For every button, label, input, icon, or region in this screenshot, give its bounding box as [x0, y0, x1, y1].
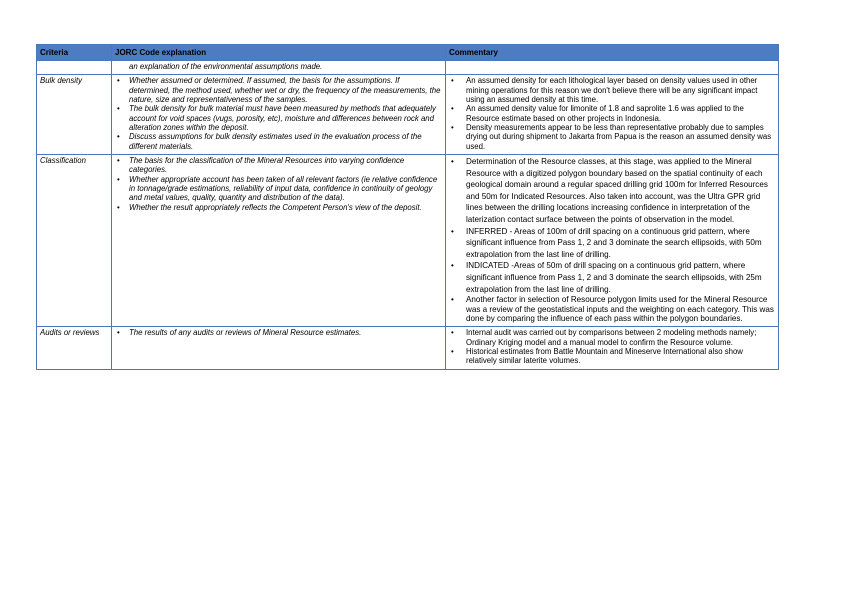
header-explanation: JORC Code explanation [112, 45, 446, 61]
explanation-continued-text: an explanation of the environmental assumptions made. [129, 62, 323, 71]
criteria-cell-empty [37, 61, 112, 75]
explanation-cell [112, 61, 446, 75]
explanation-item: • Whether assumed or determined. If assumed, the basis for the assumptions. If determined, the method used, whether wet or dry, the frequency of the measurements, the nature, size and representativeness of the samples. [115, 76, 442, 104]
explanation-cell [112, 75, 446, 155]
commentary-cell-empty [446, 61, 779, 75]
explanation-cell [112, 155, 446, 327]
header-criteria: Criteria [37, 45, 112, 61]
commentary-item: • Another factor in selection of Resource polygon limits used for the Mineral Resource was a review of the geostatistical inputs and the weighting on each category. This was done by comparing the influence of each pass within the polygon boundaries. [449, 295, 775, 323]
commentary-item: • INDICATED -Areas of 50m of drill spacing on a continuous grid pattern, where significant influence from Pass 1, 2 and 3 dominate the search ellipsoids, with 25m extrapolation from the last line of drilling. [449, 260, 775, 295]
criteria-cell: Classification [37, 155, 112, 327]
commentary-cell [446, 327, 779, 369]
table-row-continued [37, 61, 779, 75]
criteria-cell: Bulk density [37, 75, 112, 155]
jorc-table [36, 44, 779, 370]
criteria-cell: Audits or reviews [37, 327, 112, 369]
commentary-cell [446, 155, 779, 327]
header-commentary: Commentary [446, 45, 779, 61]
table-row-bulk-density [37, 75, 779, 155]
explanation-item: • The bulk density for bulk material must have been measured by methods that adequately account for void spaces (vugs, porosity, etc), moisture and differences between rock and alteration zones within the deposit. [115, 104, 442, 132]
explanation-item: • Whether the result appropriately reflects the Competent Person's view of the deposit. [115, 203, 442, 212]
explanation-cell [112, 327, 446, 369]
commentary-cell [446, 75, 779, 155]
table-row-classification [37, 155, 779, 327]
table-row-audits [37, 327, 779, 369]
commentary-item: • Historical estimates from Battle Mountain and Mineserve International also show relatively similar laterite volumes. [449, 347, 775, 366]
explanation-item: • The results of any audits or reviews of Mineral Resource estimates. [115, 328, 442, 337]
header-row [37, 45, 779, 61]
commentary-item: • An assumed density for each lithological layer based on density values used in other mining operations for this reason we don't believe there will be any significant impact using an assumed density at this time. [449, 76, 775, 104]
explanation-item: • Discuss assumptions for bulk density estimates used in the evaluation process of the different materials. [115, 132, 442, 151]
explanation-item: • Whether appropriate account has been taken of all relevant factors (ie relative confidence in tonnage/grade estimations, reliability of input data, confidence in continuity of geology and metal values, quality, quantity and distribution of the data). [115, 175, 442, 203]
commentary-item: • Density measurements appear to be less than representative probably due to samples drying out during shipment to Jakarta from Papua is the reason an assumed density was used. [449, 123, 775, 151]
commentary-item: • An assumed density value for limonite of 1.8 and saprolite 1.6 was applied to the Resource estimate based on other projects in Indonesia. [449, 104, 775, 123]
commentary-item: • Internal audit was carried out by comparisons between 2 modeling methods namely; Ordinary Kriging model and a manual model to confirm the Resource volume. [449, 328, 775, 347]
commentary-item: • Determination of the Resource classes, at this stage, was applied to the Mineral Resource with a digitized polygon boundary based on the spatial continuity of each geological domain around a regular spaced drilling grid 100m for Inferred Resources and 50m for Indicated Resources. Also taken into account, was the Ultra GPR grid lines between the drilling locations increasing confidence in interpretation of the laterization contact surface between the points of observation in the model. [449, 156, 775, 226]
explanation-item: • The basis for the classification of the Mineral Resources into varying confidence categories. [115, 156, 442, 175]
commentary-item: • INFERRED - Areas of 100m of drill spacing on a continuous grid pattern, where significant influence from Pass 1, 2 and 3 dominate the search ellipsoids, with 50m extrapolation from the last line of drilling. [449, 226, 775, 261]
